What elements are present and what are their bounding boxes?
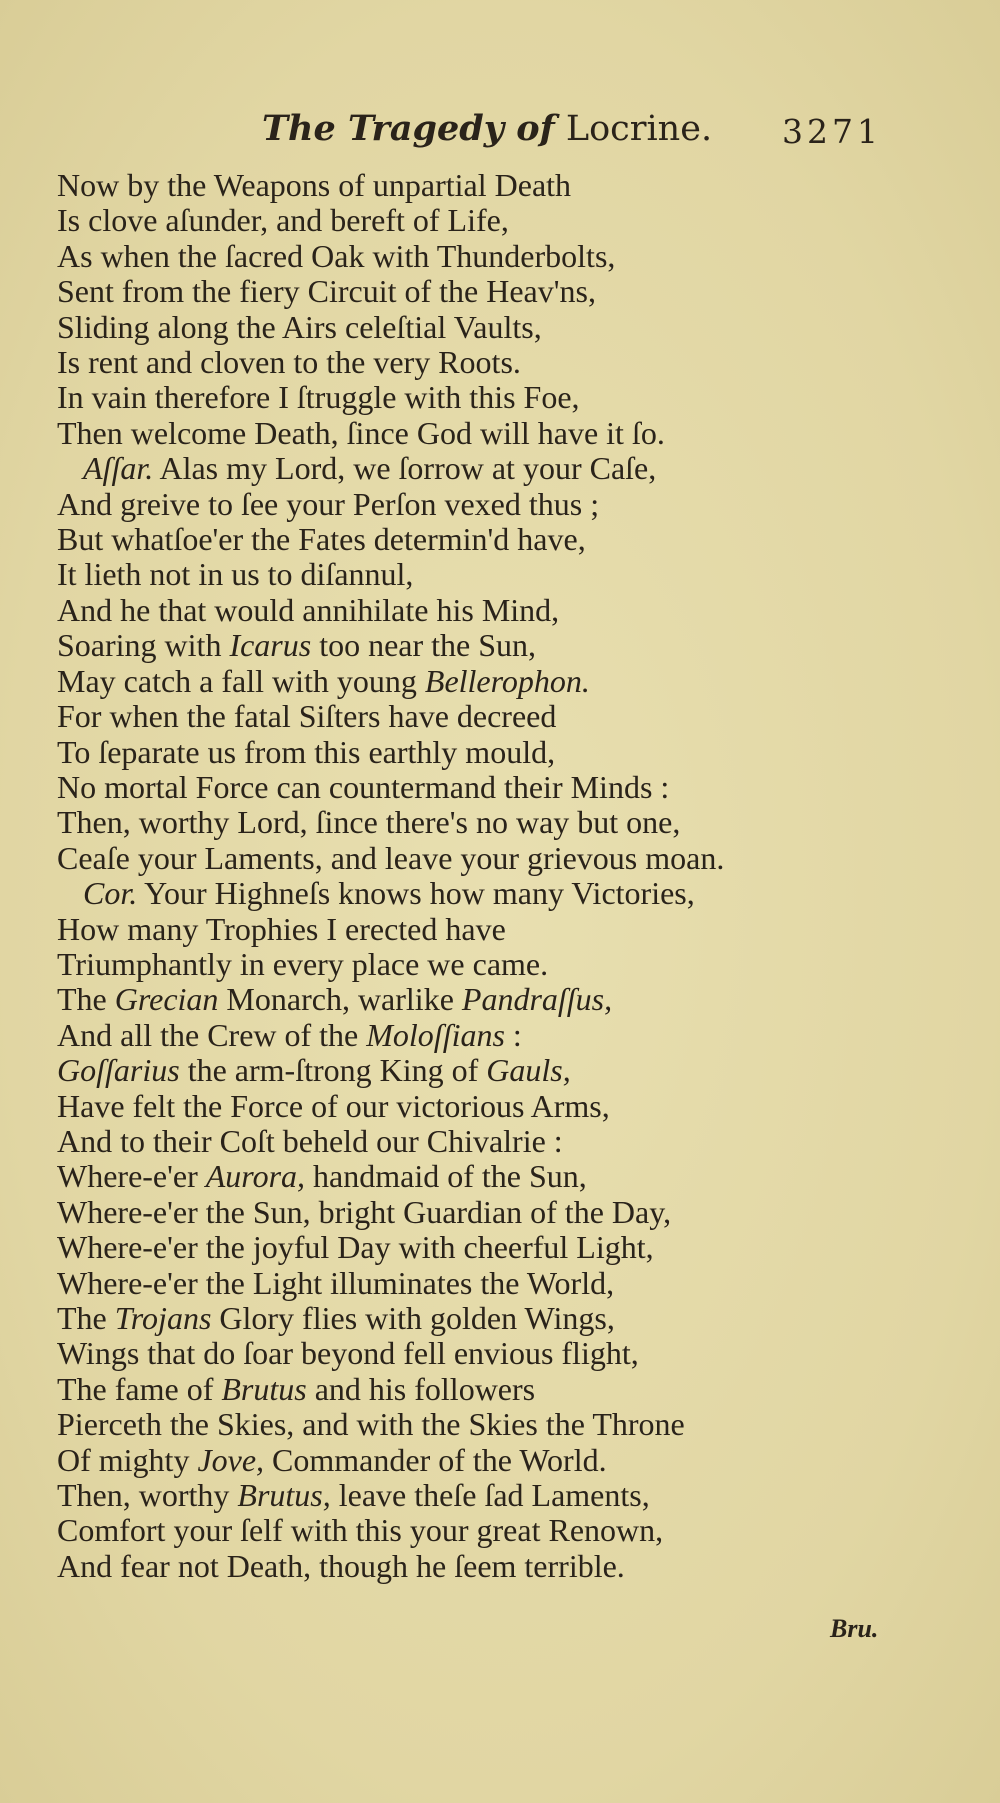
italic-text: Goſſarius [57,1052,180,1089]
page-number: 3271 [782,112,882,151]
line-text: And he that would annihilate his Mind, [57,591,560,628]
line-text: The [57,981,115,1018]
line-text: Where-e'er the Sun, bright Guardian of the Day, [57,1193,672,1230]
line-text: the arm-ſtrong King of [179,1052,487,1089]
verse-line [57,1124,724,1159]
line-text: : [504,1016,522,1053]
line-text: It lieth not in us to diſannul, [57,556,414,593]
verse-line [57,557,724,592]
line-text: Ceaſe your Laments, and leave your grievous moan. [57,839,725,876]
verse-line [57,168,724,203]
line-text: and his followers [306,1370,536,1407]
verse-line [57,876,724,911]
line-text: Commander of the World. [264,1441,607,1478]
verse-line [57,203,724,238]
verse-text [57,168,724,1584]
verse-line [57,735,724,770]
line-text: But whatſoe'er the Fates determin'd have, [57,521,586,558]
verse-line [57,1407,724,1442]
italic-text: Jove, [197,1441,265,1478]
verse-line [57,274,724,309]
line-text: Then welcome Death, ſince God will have it ſo. [57,414,665,451]
verse-line [57,770,724,805]
italic-text: Cor. [83,875,138,912]
verse-line [57,1230,724,1265]
line-text: Where-e'er [57,1158,206,1195]
verse-line [57,1513,724,1548]
line-text: leave theſe ſad Laments, [330,1477,650,1514]
italic-text: Grecian [114,981,219,1018]
line-text: Triumphantly in every place we came. [57,945,549,982]
verse-line [57,487,724,522]
italic-text: Moloſſians [366,1016,505,1053]
verse-line [57,1301,724,1336]
line-text: Soaring with [57,627,230,664]
line-text: Have felt the Force of our victorious Arms, [57,1087,610,1124]
line-text: And to their Coſt beheld our Chivalrie : [57,1122,563,1159]
line-text: Pierceth the Skies, and with the Skies the Throne [57,1406,685,1443]
italic-text: Brutus, [237,1477,331,1514]
verse-line [57,310,724,345]
verse-line [57,1549,724,1584]
line-text: How many Trophies I erected have [57,910,506,947]
line-text: Comfort your ſelf with this your great Renown, [57,1512,664,1549]
italic-text: Aurora, [205,1158,306,1195]
italic-text: Icarus [229,627,312,664]
line-text: Where-e'er the joyful Day with cheerful Light, [57,1229,654,1266]
running-head-roman: Locrine. [565,109,713,149]
verse-line [57,345,724,380]
verse-line [57,628,724,663]
line-text: The fame of [57,1370,222,1407]
verse-line [57,522,724,557]
line-text: And greive to ſee your Perſon vexed thus ; [57,485,600,522]
line-text: Is clove aſunder, and bereft of Life, [57,202,509,239]
line-text: too near the Sun, [311,627,537,664]
verse-line [57,912,724,947]
verse-line [57,664,724,699]
line-text: No mortal Force can countermand their Minds : [57,768,670,805]
italic-text: Bellerophon. [424,662,590,699]
verse-line [57,1089,724,1124]
line-text: Of mighty [57,1441,198,1478]
running-head-italic: The Tragedy of [262,108,555,149]
line-text: As when the ſacred Oak with Thunderbolts, [57,237,616,274]
line-text: Is rent and cloven to the very Roots. [57,344,521,381]
verse-line [57,1478,724,1513]
line-text: Alas my Lord, we ſorrow at your Caſe, [153,450,657,487]
line-text: Your Highneſs knows how many Victories, [137,875,695,912]
italic-text: Aſſar. [83,450,154,487]
italic-text: Pandraſſus, [461,981,613,1018]
verse-line [57,1372,724,1407]
verse-line [57,982,724,1017]
verse-line [57,416,724,451]
verse-line [57,451,724,486]
verse-line [57,1159,724,1194]
catchword: Bru. [830,1614,879,1643]
verse-line [57,1336,724,1371]
verse-line [57,1266,724,1301]
line-text: To ſeparate us from this earthly mould, [57,733,556,770]
italic-text: Brutus [221,1370,307,1407]
line-text: Monarch, warlike [218,981,462,1018]
line-text: Then, worthy Lord, ſince there's no way but one, [57,804,681,841]
verse-line [57,1018,724,1053]
line-text: Sliding along the Airs celeſtial Vaults, [57,308,542,345]
line-text: And fear not Death, though he ſeem terrible. [57,1547,625,1584]
verse-line [57,947,724,982]
verse-line [57,1195,724,1230]
line-text: Wings that do ſoar beyond fell envious flight, [57,1335,639,1372]
line-text: Then, worthy [57,1477,238,1514]
line-text: May catch a fall with young [57,662,425,699]
italic-text: Trojans [114,1300,212,1336]
line-text: And all the Crew of the [57,1016,367,1053]
verse-line [57,699,724,734]
verse-line [57,841,724,876]
line-text: handmaid of the Sun, [305,1158,587,1195]
line-text: Glory flies with golden Wings, [211,1300,615,1336]
verse-line [57,805,724,840]
line-text: Where-e'er the Light illuminates the World, [57,1264,615,1301]
verse-line [57,1053,724,1088]
line-text: Sent from the fiery Circuit of the Heav'ns, [57,273,596,310]
italic-text: Gauls, [486,1052,571,1089]
verse-line [57,239,724,274]
line-text: In vain therefore I ſtruggle with this Foe, [57,379,580,416]
line-text: Now by the Weapons of unpartial Death [57,167,572,203]
verse-line [57,380,724,415]
verse-line [57,593,724,628]
running-head [262,108,712,149]
line-text: For when the fatal Siſters have decreed [57,698,557,735]
line-text: The [57,1300,115,1336]
verse-line [57,1443,724,1478]
